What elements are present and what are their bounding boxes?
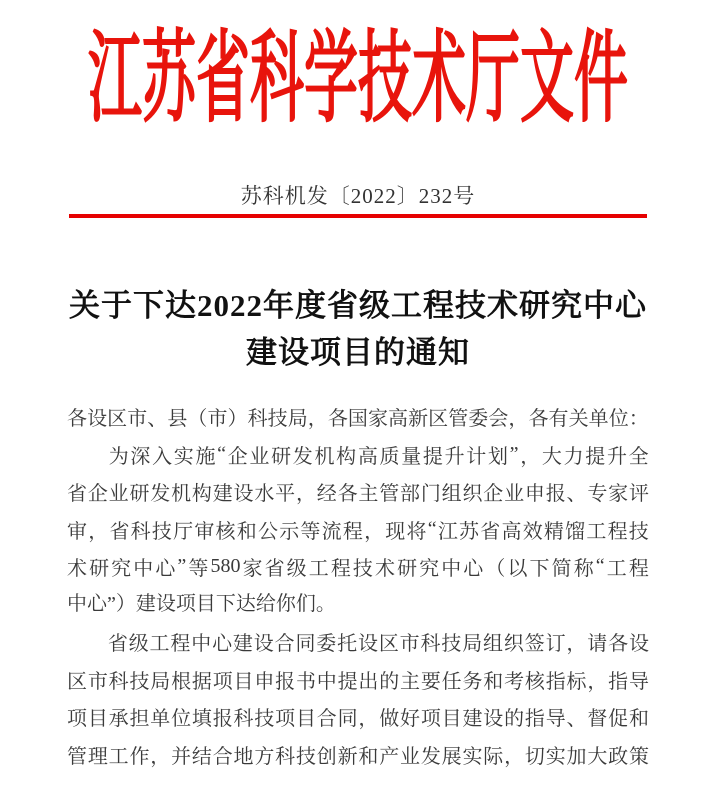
- letterhead-title: 江苏省科学技术厅文件: [88, 23, 628, 135]
- body-line: 为 深 入 实 施 “ 企 业 研 发 机 构 高 质 量 提 升 计 划 ” ， 大 力 提 升 全: [108, 442, 649, 468]
- body-line: 中心”）建设项目下达给你们。: [67, 592, 336, 615]
- body-line: 省 级 工 程 中 心 建 设 合 同 委 托 设 区 市 科 技 局 组 织 签 订 ， 请 各 设: [107, 633, 649, 656]
- document-title: [0, 282, 716, 376]
- document-title-line2: 建设项目的通知: [246, 335, 470, 370]
- document-title-line1: 关于下达2022年度省级工程技术研究中心: [69, 288, 647, 323]
- letterhead: [0, 23, 716, 135]
- body-line: 项 目 承 担 单 位 填 报 科 技 项 目 合 同 ， 做 好 项 目 建 设 的 指 导 、 督 促 和: [67, 708, 649, 731]
- red-divider-rule: [69, 214, 647, 218]
- document-number: 苏科机发〔2022〕232号: [240, 184, 476, 208]
- body-line: 管 理 工 作 ， 并 结 合 地 方 科 技 创 新 和 产 业 发 展 实 际 ， 切 实 加 大 政 策: [67, 745, 649, 768]
- body-line: 区 市 科 技 局 根 据 项 目 申 报 书 中 提 出 的 主 要 任 务 和 考 核 指 标 ， 指 导: [67, 670, 649, 693]
- document-body: [67, 398, 649, 773]
- body-line-salutation: 各 设 区 市 、 县 （ 市 ） 科 技 局 ， 各 国 家 高 新 区 管 委 会 ， 各 有 关 单 位 ：: [67, 408, 649, 431]
- body-line: 审 ， 省 科 技 厅 审 核 和 公 示 等 流 程 ， 现 将 “ 江 苏 省 高 效 精 馏 工 程 技: [67, 517, 649, 543]
- body-line: 省 企 业 研 发 机 构 建 设 水 平 ， 经 各 主 管 部 门 组 织 企 业 申 报 、 专 家 评: [67, 483, 649, 506]
- body-line: 术 研 究 中 心 ” 等 580 家 省 级 工 程 技 术 研 究 中 心 （ 以 下 简 称 “ 工 程: [67, 555, 649, 581]
